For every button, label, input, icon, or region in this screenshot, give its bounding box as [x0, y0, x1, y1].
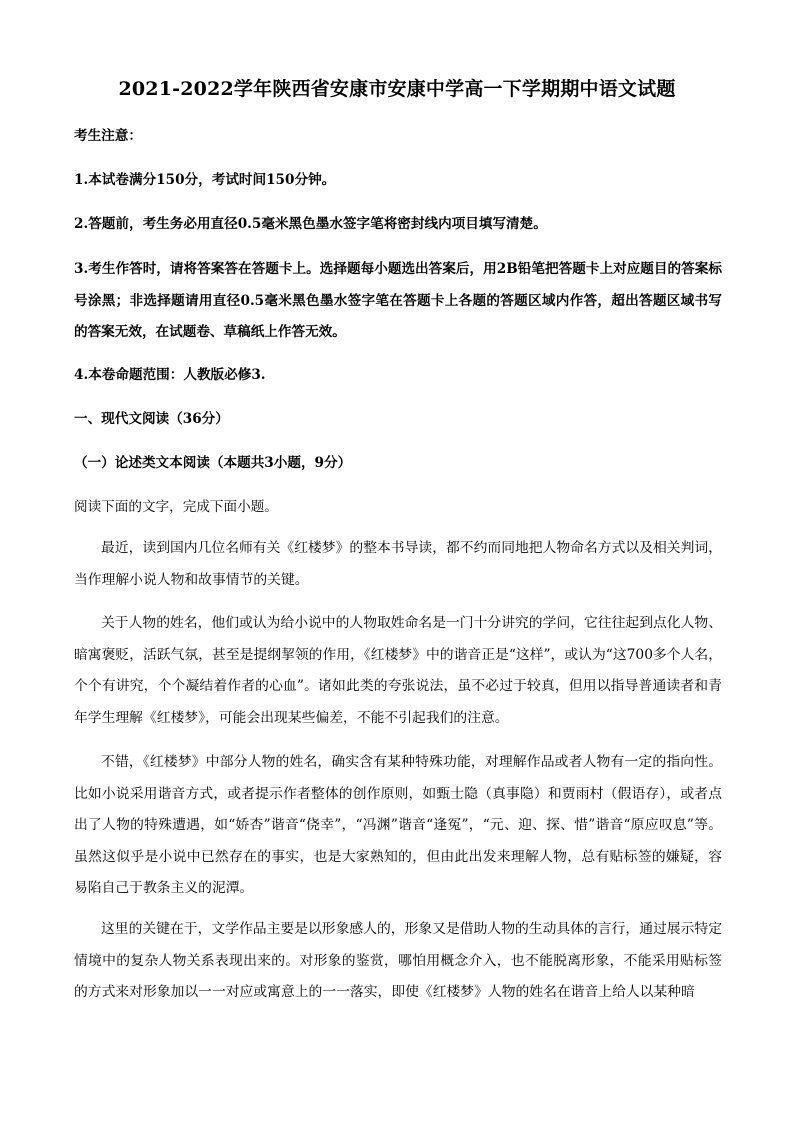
notice-item-4: 4.本卷命题范围：人教版必修3. — [74, 367, 266, 383]
subsection-heading: （一）论述类文本阅读（本题共3小题，9分） — [74, 455, 352, 471]
section-heading: 一、现代文阅读（36分） — [74, 411, 229, 427]
paragraph-3: 不错，《红楼梦》中部分人物的姓名，确实含有某种特殊功能，对理解作品或者人物有一定的指向性。比如小说采用谐音方式，或者提示作者整体的创作原则，如甄士隐（真事隐）和贾雨村（假语存），或者点出了人物的特殊遭遇，如“娇杏”谐音“侥幸”，“冯渊”谐音“逢冤”，“元、迎、探、惜”谐音“原应叹息”等。虽然这似乎是小说中已然存在的事实，也是大家熟知的，但由此出发来理解人物，总有贴标签的嫌疑，容易陷自己于教条主义的泥潭。 — [74, 754, 722, 896]
paragraph-4: 这里的关键在于，文学作品主要是以形象感人的，形象又是借助人物的生动具体的言行，通过展示特定情境中的复杂人物关系表现出来的。对形象的鉴赏，哪怕用概念介入，也不能脱离形象，不能采用贴标签的方式来对形象加以一一对应或寓意上的一一落实，即使《红楼梦》人物的姓名在谐音上给人以某种暗 — [74, 921, 722, 1000]
notice-item-2: 2.答题前，考生务必用直径0.5毫米黑色墨水签字笔将密封线内项目填写清楚。 — [74, 216, 547, 232]
paragraph-1: 最近，读到国内几位名师有关《红楼梦》的整本书导读，都不约而同地把人物命名方式以及相关判词，当作理解小说人物和故事情节的关键。 — [74, 540, 722, 588]
notice-item-3: 3.考生作答时，请将答案答在答题卡上。选择题每小题选出答案后，用2B铅笔把答题卡上对应题目的答案标号涂黑；非选择题请用直径0.5毫米黑色墨水签字笔在答题卡上各题的答题区域内作答，超出答题区域书写的答案无效，在试题卷、草稿纸上作答无效。 — [74, 261, 722, 340]
document-title: 2021-2022学年陕西省安康市安康中学高一下学期期中语文试题 — [118, 78, 676, 100]
paragraph-2: 关于人物的姓名，他们或认为给小说中的人物取姓命名是一门十分讲究的学问，它往往起到点化人物、暗寓褒贬，活跃气氛，甚至是提纲挈领的作用，《红楼梦》中的谐音正是“这样”，或认为“这700多个人名，个个有讲究，个个凝结着作者的心血”。诸如此类的夸张说法，虽不必过于较真，但用以指导普通读者和青年学生理解《红楼梦》，可能会出现某些偏差，不能不引起我们的注意。 — [74, 615, 722, 726]
notice-heading: 考生注意： — [74, 128, 142, 144]
reading-instruction: 阅读下面的文字，完成下面小题。 — [74, 499, 278, 515]
notice-item-1: 1.本试卷满分150分，考试时间150分钟。 — [74, 172, 336, 188]
